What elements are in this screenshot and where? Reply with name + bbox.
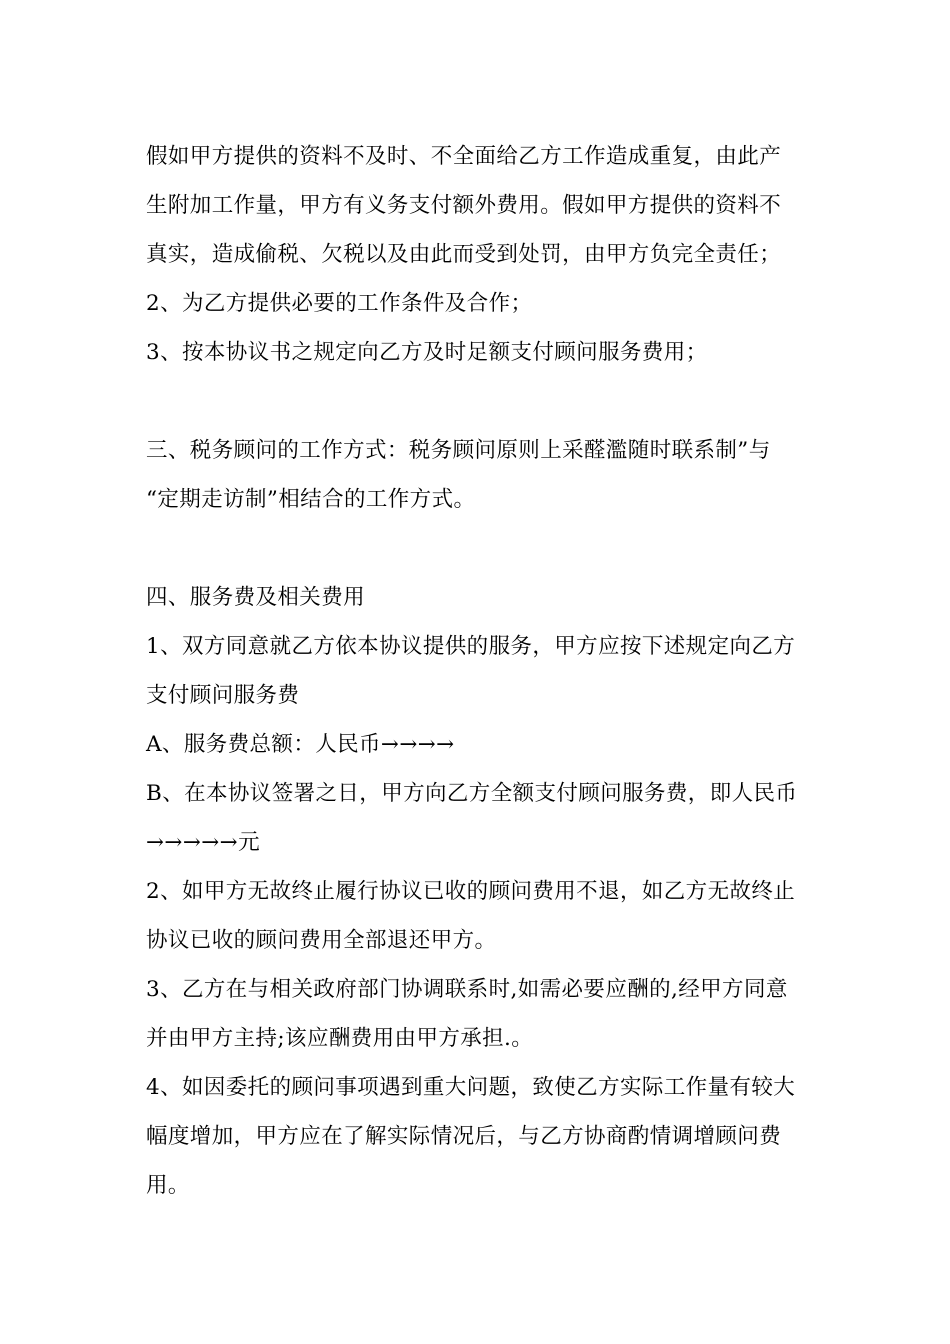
text-line: 用。 (146, 1173, 190, 1198)
text-line: “定期走访制”相结合的工作方式。 (146, 487, 476, 512)
paragraph-data-responsibility (146, 132, 811, 279)
clause-4-1-b (146, 769, 811, 867)
text-line: →→→→→元 (146, 830, 260, 855)
text-line: 并由甲方主持;该应酬费用由甲方承担.。 (146, 1026, 534, 1051)
spacer (146, 377, 811, 426)
section-3-working-method (146, 426, 811, 524)
clause-4-3 (146, 965, 811, 1063)
section-4-title: 四、服务费及相关费用 (146, 585, 366, 610)
clause-4-1 (146, 622, 811, 720)
text-line: 假如甲方提供的资料不及时、不全面给乙方工作造成重复，由此产 (146, 144, 782, 169)
item-2: 2、为乙方提供必要的工作条件及合作； (146, 291, 533, 316)
text-line: 2、如甲方无故终止履行协议已收的顾问费用不退，如乙方无故终止 (146, 879, 796, 904)
text-line: 4、如因委托的顾问事项遇到重大问题，致使乙方实际工作量有较大 (146, 1075, 796, 1100)
document-body (146, 132, 811, 1210)
clause-4-2 (146, 867, 811, 965)
text-line: 幅度增加，甲方应在了解实际情况后，与乙方协商酌情调增顾问费 (146, 1124, 782, 1149)
text-line: 1、双方同意就乙方依本协议提供的服务，甲方应按下述规定向乙方 (146, 634, 796, 659)
text-line: 真实，造成偷税、欠税以及由此而受到处罚，由甲方负完全责任； (146, 242, 782, 267)
text-line: 生附加工作量，甲方有义务支付额外费用。假如甲方提供的资料不 (146, 193, 782, 218)
clause-4-4 (146, 1063, 811, 1210)
clause-4-1-a: A、服务费总额：人民币→→→→ (146, 732, 455, 757)
spacer (146, 524, 811, 573)
text-line: B、在本协议签署之日，甲方向乙方全额支付顾问服务费，即人民币 (146, 781, 798, 806)
text-line: 协议已收的顾问费用全部退还甲方。 (146, 928, 497, 953)
text-line: 3、乙方在与相关政府部门协调联系时,如需必要应酬的,经甲方同意 (146, 977, 788, 1002)
text-line: 支付顾问服务费 (146, 683, 300, 708)
text-line: 三、税务顾问的工作方式：税务顾问原则上采醛濫随时联系制”与 (146, 438, 771, 463)
item-3: 3、按本协议书之规定向乙方及时足额支付顾问服务费用； (146, 340, 708, 365)
